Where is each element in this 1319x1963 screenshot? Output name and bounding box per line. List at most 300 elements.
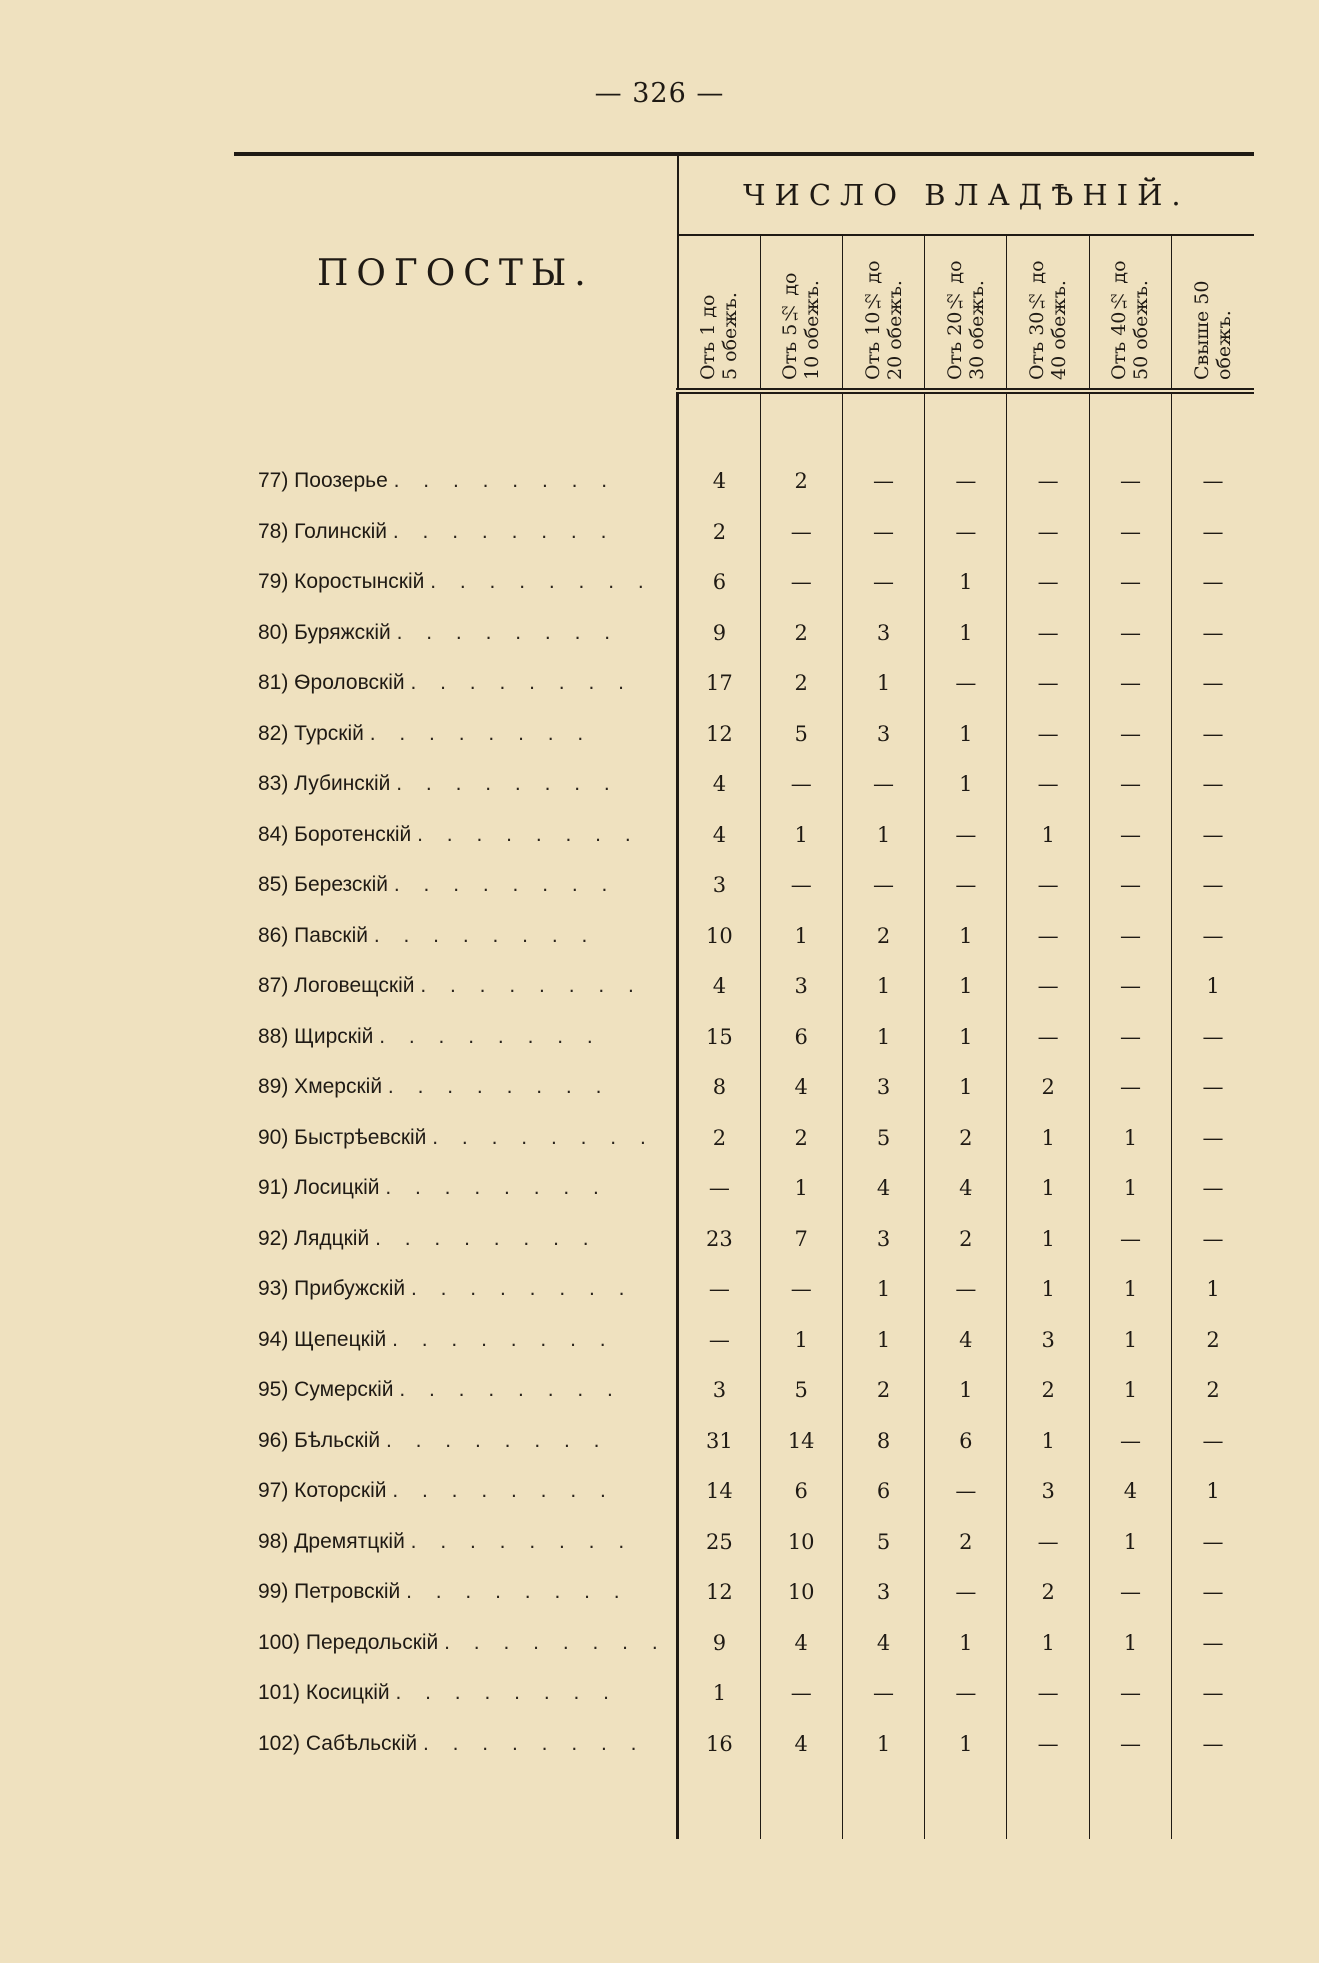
pogost-name-cell: [234, 1264, 678, 1315]
table-cell: 4: [925, 1315, 1007, 1366]
pogost-name-cell: [234, 961, 678, 1012]
pogost-name: 97) Которскій: [258, 1479, 387, 1503]
table-cell: —: [925, 810, 1007, 861]
table-cell: —: [1007, 1719, 1089, 1770]
table-cell: —: [1089, 860, 1171, 911]
header-pogosty: ПОГОСТЫ.: [234, 154, 678, 391]
table-cell: 1: [925, 1062, 1007, 1113]
table-cell: 1: [1007, 1416, 1089, 1467]
table-cell: 1: [925, 759, 1007, 810]
leader-dots: . . . . . . . .: [430, 570, 653, 594]
leader-dots: . . . . . . . .: [410, 1277, 634, 1301]
table-cell: —: [760, 507, 842, 558]
table-cell: —: [760, 1668, 842, 1719]
table-cell: —: [678, 1315, 760, 1366]
table-cell: 1: [760, 911, 842, 962]
leader-dots: . . . . . . . .: [369, 721, 593, 745]
table-cell: 3: [842, 709, 924, 760]
column-header-label: Отъ 1 до 5 обежъ.: [697, 292, 742, 380]
table-cell: 1: [1089, 1113, 1171, 1164]
table-cell: 1: [760, 1163, 842, 1214]
table-cell: —: [925, 1668, 1007, 1719]
pogost-name: 102) Сабѣльскій: [258, 1731, 418, 1755]
table-cell: —: [925, 1264, 1007, 1315]
pogost-name-cell: [234, 1719, 678, 1770]
leader-dots: . . . . . . . .: [420, 974, 643, 998]
table-cell: 1: [842, 810, 924, 861]
pogost-name-cell: [234, 1062, 678, 1113]
table-cell: —: [1089, 1012, 1171, 1063]
table-cell: 6: [842, 1466, 924, 1517]
pogost-name: 79) Коростынскій: [258, 570, 425, 594]
table-cell: 4: [760, 1618, 842, 1669]
pogost-name-cell: [234, 1012, 678, 1063]
table-cell: —: [842, 456, 924, 507]
table-cell: —: [1089, 709, 1171, 760]
table-cell: 15: [678, 1012, 760, 1063]
table-cell: 4: [842, 1163, 924, 1214]
table-cell: 6: [678, 557, 760, 608]
table-cell: 3: [842, 1062, 924, 1113]
table-cell: —: [1202, 1681, 1224, 1706]
table-cell: 6: [925, 1416, 1007, 1467]
table-row: [234, 1466, 1254, 1517]
table-cell: 1: [1007, 1214, 1089, 1265]
table-cell: 1: [925, 961, 1007, 1012]
table-cell: —: [1202, 1226, 1224, 1251]
table-cell: 5: [842, 1517, 924, 1568]
table-cell: 1: [1089, 1264, 1171, 1315]
table-cell: 3: [678, 860, 760, 911]
table-cell: —: [842, 557, 924, 608]
table-cell: 1: [1089, 1365, 1171, 1416]
column-header: [925, 235, 1007, 391]
leader-dots: . . . . . . . .: [396, 772, 619, 796]
table-cell: 3: [842, 1214, 924, 1265]
table-cell: 5: [760, 1365, 842, 1416]
table-cell: 1: [842, 658, 924, 709]
pogost-name-cell: [234, 658, 678, 709]
table-cell: 1: [925, 608, 1007, 659]
table-cell: —: [925, 1567, 1007, 1618]
pogost-name: 87) Логовещскій: [258, 974, 415, 998]
pogost-name: 80) Буряжскій: [258, 620, 391, 644]
table-row: [234, 1163, 1254, 1214]
table-cell: —: [842, 759, 924, 810]
column-header-label: Отъ 10½ до 20 обежъ.: [861, 260, 906, 380]
table-cell: 1: [760, 1315, 842, 1366]
table-cell: 1: [1089, 1517, 1171, 1568]
table-cell: 4: [678, 961, 760, 1012]
table-cell: —: [925, 456, 1007, 507]
table-cell: —: [1202, 1731, 1224, 1756]
leader-dots: . . . . . . . .: [385, 1176, 608, 1200]
pogost-name-cell: [234, 507, 678, 558]
table-cell: —: [1202, 570, 1224, 595]
table-cell: —: [1202, 620, 1224, 645]
table-cell: —: [760, 860, 842, 911]
table-cell: 2: [1007, 1062, 1089, 1113]
table-cell: 1: [925, 1365, 1007, 1416]
tail-row: [234, 1769, 1254, 1839]
pogost-name-cell: [234, 810, 678, 861]
table-row: [234, 1668, 1254, 1719]
table-cell: 1: [760, 810, 842, 861]
pogost-name-cell: [234, 709, 678, 760]
table-cell: 4: [678, 810, 760, 861]
table-cell: 10: [760, 1567, 842, 1618]
table-cell: 12: [678, 1567, 760, 1618]
table-cell: 16: [678, 1719, 760, 1770]
table-cell: 1: [1089, 1618, 1171, 1669]
table-cell: —: [1007, 709, 1089, 760]
table-cell: —: [1007, 557, 1089, 608]
table-row: [234, 1517, 1254, 1568]
table-cell: 1: [1206, 974, 1220, 999]
table-cell: —: [1089, 1062, 1171, 1113]
leader-dots: . . . . . . . .: [373, 923, 597, 947]
pogost-name-cell: [234, 1567, 678, 1618]
column-header: [1172, 235, 1254, 391]
column-header-label: Отъ 40½ до 50 обежъ.: [1108, 260, 1153, 380]
table-cell: 2: [760, 658, 842, 709]
pogost-name-cell: [234, 1466, 678, 1517]
column-header: [678, 235, 760, 391]
table-cell: 1: [925, 709, 1007, 760]
table-cell: 3: [842, 608, 924, 659]
table-row: [234, 1416, 1254, 1467]
table-row: [234, 1264, 1254, 1315]
column-header: [842, 235, 924, 391]
column-header: [1089, 235, 1171, 391]
table-row: [234, 1214, 1254, 1265]
table-cell: —: [1007, 759, 1089, 810]
column-header: [760, 235, 842, 391]
table-cell: —: [1202, 721, 1224, 746]
table-cell: —: [760, 759, 842, 810]
table-cell: —: [1202, 671, 1224, 696]
pogost-name-cell: [234, 1315, 678, 1366]
table-cell: —: [1202, 923, 1224, 948]
table-cell: —: [1089, 1719, 1171, 1770]
table-row: [234, 456, 1254, 507]
table-cell: —: [1089, 1567, 1171, 1618]
pogost-name: 89) Хмерскій: [258, 1075, 383, 1099]
pogost-name: 82) Турскій: [258, 721, 364, 745]
table-cell: 1: [1007, 1163, 1089, 1214]
table-cell: —: [1089, 911, 1171, 962]
table-cell: 1: [925, 557, 1007, 608]
table-cell: —: [1007, 1012, 1089, 1063]
table-cell: —: [1089, 810, 1171, 861]
table-cell: 1: [842, 961, 924, 1012]
page-number: — 326 —: [594, 78, 725, 109]
table-cell: 4: [1089, 1466, 1171, 1517]
pogost-name-cell: [234, 557, 678, 608]
pogost-name-cell: [234, 1416, 678, 1467]
leader-dots: . . . . . . . .: [392, 1479, 615, 1503]
table-cell: —: [1202, 519, 1224, 544]
leader-dots: . . . . . . . .: [385, 1428, 609, 1452]
table-cell: —: [1202, 1075, 1224, 1100]
leader-dots: . . . . . . . .: [392, 1327, 615, 1351]
column-header-label: Отъ 20½ до 30 обежъ.: [943, 260, 988, 380]
pogost-name-cell: [234, 860, 678, 911]
table-row: [234, 1618, 1254, 1669]
table-cell: —: [1089, 1416, 1171, 1467]
table-cell: 3: [1007, 1315, 1089, 1366]
table-cell: 4: [760, 1062, 842, 1113]
column-header-label: Отъ 30½ до 40 обежъ.: [1026, 260, 1071, 380]
table-cell: 8: [678, 1062, 760, 1113]
table-cell: 2: [760, 1113, 842, 1164]
table-cell: —: [1007, 658, 1089, 709]
table-cell: 3: [842, 1567, 924, 1618]
table-cell: 17: [678, 658, 760, 709]
pogost-name: 90) Быстрѣевскій: [258, 1125, 427, 1149]
leader-dots: . . . . . . . .: [410, 671, 633, 695]
table-cell: 10: [760, 1517, 842, 1568]
table-row: [234, 658, 1254, 709]
table-cell: 1: [1007, 1618, 1089, 1669]
pogost-name: 78) Голинскій: [258, 519, 388, 543]
table-cell: —: [1007, 860, 1089, 911]
table-cell: 2: [760, 456, 842, 507]
table-cell: 1: [1007, 1113, 1089, 1164]
table-row: [234, 1567, 1254, 1618]
table-cell: 23: [678, 1214, 760, 1265]
table-cell: 9: [678, 608, 760, 659]
table-row: [234, 860, 1254, 911]
table-cell: —: [1007, 507, 1089, 558]
table-cell: 7: [760, 1214, 842, 1265]
pogost-name-cell: [234, 911, 678, 962]
leader-dots: . . . . . . . .: [406, 1580, 629, 1604]
leader-dots: . . . . . . . .: [432, 1125, 655, 1149]
pogost-name: 84) Боротенскій: [258, 822, 412, 846]
table-cell: —: [925, 860, 1007, 911]
table-cell: 2: [1007, 1567, 1089, 1618]
spacer-row: [234, 391, 1254, 456]
table-row: [234, 1012, 1254, 1063]
table-cell: 2: [842, 911, 924, 962]
table-cell: —: [1202, 1529, 1224, 1554]
table-row: [234, 1062, 1254, 1113]
table-cell: —: [1202, 1630, 1224, 1655]
pogost-name: 83) Лубинскій: [258, 772, 391, 796]
table-row: [234, 961, 1254, 1012]
table-cell: —: [925, 507, 1007, 558]
table-cell: 1: [1089, 1315, 1171, 1366]
pogost-name-cell: [234, 1214, 678, 1265]
pogost-name-cell: [234, 608, 678, 659]
table-cell: 9: [678, 1618, 760, 1669]
ownership-table: [234, 152, 1254, 1839]
table-cell: 1: [678, 1668, 760, 1719]
table-cell: 1: [925, 1618, 1007, 1669]
column-header: [1007, 235, 1089, 391]
table-cell: —: [1089, 658, 1171, 709]
table-cell: —: [842, 860, 924, 911]
table-row: [234, 507, 1254, 558]
table-row: [234, 1113, 1254, 1164]
table-cell: 2: [678, 1113, 760, 1164]
table-cell: 1: [925, 911, 1007, 962]
table-cell: —: [1089, 557, 1171, 608]
table-row: [234, 759, 1254, 810]
table-cell: 4: [760, 1719, 842, 1770]
leader-dots: . . . . . . . .: [410, 1529, 634, 1553]
pogost-name: 99) Петровскій: [258, 1580, 401, 1604]
table-row: [234, 1719, 1254, 1770]
table-cell: 1: [842, 1315, 924, 1366]
leader-dots: . . . . . . . .: [393, 469, 617, 493]
table-cell: 2: [925, 1113, 1007, 1164]
leader-dots: . . . . . . . .: [379, 1024, 602, 1048]
table-cell: 2: [925, 1517, 1007, 1568]
pogost-name: 93) Прибужскій: [258, 1277, 406, 1301]
table-cell: 4: [678, 759, 760, 810]
table-cell: 31: [678, 1416, 760, 1467]
table-cell: 1: [842, 1012, 924, 1063]
leader-dots: . . . . . . . .: [396, 620, 620, 644]
table-cell: —: [1202, 772, 1224, 797]
table-cell: 2: [678, 507, 760, 558]
table-cell: —: [1202, 822, 1224, 847]
leader-dots: . . . . . . . .: [422, 1731, 646, 1755]
pogost-name-cell: [234, 1517, 678, 1568]
table-cell: 3: [678, 1365, 760, 1416]
table-cell: 3: [1007, 1466, 1089, 1517]
table-cell: 5: [842, 1113, 924, 1164]
table-cell: —: [1089, 1668, 1171, 1719]
table-row: [234, 1315, 1254, 1366]
table-cell: —: [1202, 1428, 1224, 1453]
table-cell: —: [1007, 608, 1089, 659]
table-cell: 8: [842, 1416, 924, 1467]
table-cell: 1: [842, 1719, 924, 1770]
table-cell: 2: [1206, 1327, 1220, 1352]
pogost-name: 94) Щепецкій: [258, 1327, 387, 1351]
pogost-name: 86) Павскій: [258, 923, 368, 947]
table-cell: —: [1202, 873, 1224, 898]
table-cell: 4: [925, 1163, 1007, 1214]
table-row: [234, 911, 1254, 962]
table-row: [234, 557, 1254, 608]
pogost-name: 91) Лосицкій: [258, 1176, 380, 1200]
table-cell: —: [1007, 456, 1089, 507]
pogost-name: 96) Бѣльскій: [258, 1428, 381, 1452]
pogost-name: 81) Ѳроловскій: [258, 671, 405, 695]
table-cell: —: [760, 557, 842, 608]
pogost-name: 88) Щирскій: [258, 1024, 374, 1048]
table-cell: —: [842, 507, 924, 558]
leader-dots: . . . . . . . .: [375, 1226, 598, 1250]
table-cell: —: [1089, 507, 1171, 558]
header-chislo-vladenii: ЧИСЛО ВЛАДѢНІЙ.: [678, 154, 1254, 235]
table-cell: 2: [1007, 1365, 1089, 1416]
table-cell: —: [1089, 608, 1171, 659]
pogost-name-cell: [234, 1163, 678, 1214]
table-cell: —: [1202, 1580, 1224, 1605]
table-cell: —: [925, 1466, 1007, 1517]
pogost-name-cell: [234, 1365, 678, 1416]
table-cell: 1: [1007, 1264, 1089, 1315]
table-cell: —: [1007, 1517, 1089, 1568]
table-cell: —: [1089, 1214, 1171, 1265]
table-cell: —: [678, 1163, 760, 1214]
table-cell: —: [760, 1264, 842, 1315]
table-cell: 25: [678, 1517, 760, 1568]
pogost-name: 92) Лядцкій: [258, 1226, 370, 1250]
leader-dots: . . . . . . . .: [387, 1075, 611, 1099]
table-cell: 1: [1206, 1479, 1220, 1504]
table-cell: 14: [678, 1466, 760, 1517]
table-row: [234, 810, 1254, 861]
table-cell: 2: [1206, 1378, 1220, 1403]
table-cell: —: [925, 658, 1007, 709]
table-cell: 2: [760, 608, 842, 659]
leader-dots: . . . . . . . .: [392, 519, 616, 543]
table-cell: 4: [678, 456, 760, 507]
table-cell: —: [1202, 469, 1224, 494]
pogost-name: 95) Сумерскій: [258, 1378, 394, 1402]
leader-dots: . . . . . . . .: [395, 1681, 618, 1705]
table-cell: —: [842, 1668, 924, 1719]
table-row: [234, 709, 1254, 760]
pogost-name: 77) Поозерье: [258, 469, 388, 493]
pogost-name: 100) Передольскій: [258, 1630, 439, 1654]
table-cell: —: [1089, 759, 1171, 810]
table-cell: 14: [760, 1416, 842, 1467]
table-cell: 1: [925, 1719, 1007, 1770]
table-cell: —: [1202, 1125, 1224, 1150]
table-cell: 5: [760, 709, 842, 760]
table-row: [234, 1365, 1254, 1416]
table-cell: 1: [1007, 810, 1089, 861]
pogost-name-cell: [234, 1113, 678, 1164]
table-cell: 4: [842, 1618, 924, 1669]
table-cell: 2: [925, 1214, 1007, 1265]
leader-dots: . . . . . . . .: [444, 1630, 667, 1654]
pogost-name-cell: [234, 456, 678, 507]
table-cell: 1: [842, 1264, 924, 1315]
table-cell: 1: [1089, 1163, 1171, 1214]
table-cell: 1: [925, 1012, 1007, 1063]
column-header-label: Свыше 50 обежъ.: [1191, 280, 1236, 380]
table-cell: —: [1007, 1668, 1089, 1719]
table-cell: 10: [678, 911, 760, 962]
table-cell: —: [1007, 911, 1089, 962]
table-cell: 12: [678, 709, 760, 760]
leader-dots: . . . . . . . .: [417, 822, 640, 846]
pogost-name: 101) Косицкій: [258, 1681, 390, 1705]
table-cell: —: [1089, 456, 1171, 507]
table-cell: —: [1202, 1176, 1224, 1201]
table-cell: —: [1202, 1024, 1224, 1049]
table-row: [234, 608, 1254, 659]
pogost-name-cell: [234, 759, 678, 810]
table-cell: 1: [1206, 1277, 1220, 1302]
table-cell: —: [1089, 961, 1171, 1012]
column-header-label: Отъ 5½ до 10 обежъ.: [779, 272, 824, 380]
pogost-name-cell: [234, 1668, 678, 1719]
table-cell: 6: [760, 1466, 842, 1517]
leader-dots: . . . . . . . .: [393, 873, 617, 897]
table-cell: 2: [842, 1365, 924, 1416]
pogost-name: 98) Дремятцкій: [258, 1529, 405, 1553]
pogost-name-cell: [234, 1618, 678, 1669]
